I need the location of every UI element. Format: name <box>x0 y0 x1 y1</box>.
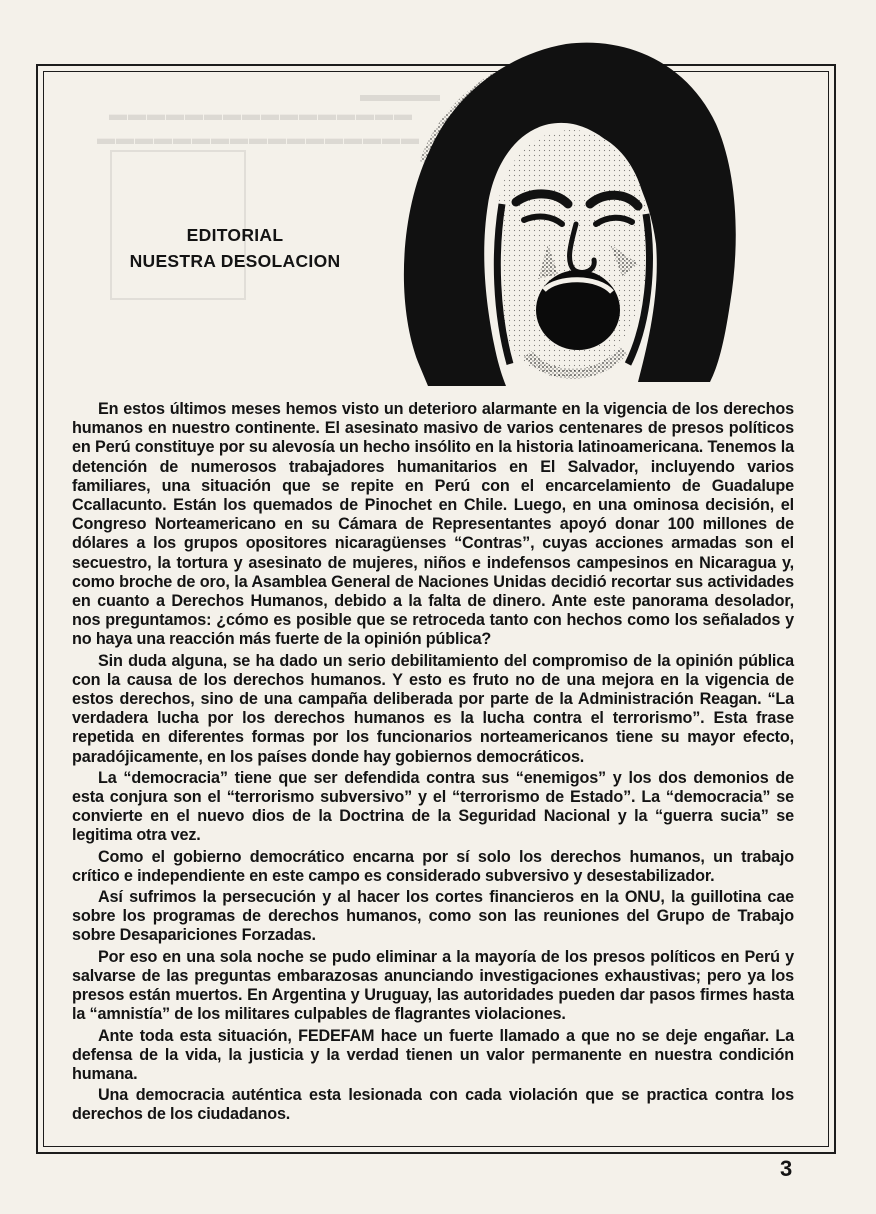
body-paragraph: En estos últimos meses hemos visto un deterioro alarmante en la vigencia de los derechos humanos en nuestro continente. El asesinato masivo de varios centenares de presos políticos en Perú constituye por su alevosía un hecho insólito en la historia latinoamericana. Tenemos la detención de numerosos trabajadores humanitarios en El Salvador, incluyendo varios familiares, una situación que se repite en Perú con el encarcelamiento de Guadalupe Ccallacunto. Están los quemados de Pinochet en Chile. Luego, en una ominosa decisión, el Congreso Norteamericano en su Cámara de Representantes apoyó donar 100 millones de dólares a los grupos opositores nicaragüenses “Contras”, cuyas acciones armadas son el secuestro, la tortura y asesinato de mujeres, niños e indefensos campesinos en Nicaragua y, como broche de oro, la Asamblea General de Naciones Unidas decidió recortar sus actividades en cuanto a Derechos Humanos, debido a la falta de dinero. Ante este panorama desolador, nos preguntamos: ¿cómo es posible que se retroceda tanto con hechos como los señalados y no haya una reacción más fuerte de la opinión pública? <box>72 400 794 649</box>
body-paragraph: Sin duda alguna, se ha dado un serio debilitamiento del compromiso de la opinión pública con la causa de los derechos humanos. Y esto es fruto no de una mejora en la vigencia de estos derechos, sino de una campaña deliberada por parte de la Administración Reagan. “La verdadera lucha por los derechos humanos es la lucha contra el terrorismo”. Esta frase repetida en diferentes formas por los funcionarios norteamericanos tiene su mayor efecto, paradójicamente, en los países donde hay gobiernos democráticos. <box>72 651 794 766</box>
body-paragraph: Ante toda esta situación, FEDEFAM hace un fuerte llamado a que no se deje engañar. La defensa de la vida, la justicia y la verdad tienen un valor permanente en nuestra condición humana. <box>72 1026 794 1083</box>
body-paragraph: Así sufrimos la persecución y al hacer los cortes financieros en la ONU, la guillotina cae sobre los programas de derechos humanos, como son las reuniones del Grupo de Trabajo sobre Desapariciones Forzadas. <box>72 888 794 945</box>
body-paragraph: Como el gobierno democrático encarna por sí solo los derechos humanos, un trabajo crítico e independiente en este campo es considerado subversivo y desestabilizador. <box>72 847 794 885</box>
screaming-face-illustration <box>398 14 744 386</box>
editorial-heading <box>100 222 370 274</box>
editorial-title: NUESTRA DESOLACION <box>129 251 341 271</box>
editorial-label: EDITORIAL <box>186 225 284 245</box>
body-paragraph: Por eso en una sola noche se pudo eliminar a la mayoría de los presos políticos en Perú y salvarse de las preguntas embarazosas anunciando investigaciones exhaustivas; pero ya los presos están muertos. En Argentina y Uruguay, las autoridades pueden dar pasos firmes hasta la “amnistía” de los militares culpables de flagrantes violaciones. <box>72 947 794 1024</box>
body-paragraph: La “democracia” tiene que ser defendida contra sus “enemigos” y los dos demonios de esta conjura son el “terrorismo subversivo” y el “terrorismo de Estado”. La “democracia” se convierte en el nuevo dios de la Doctrina de la Seguridad Nacional y la “guerra sucia” se legitima otra vez. <box>72 768 794 845</box>
editorial-body <box>72 400 794 1127</box>
show-through-text: ▬▬▬▬▬▬▬▬▬▬▬▬▬▬▬▬▬ <box>96 128 419 148</box>
body-paragraph: Una democracia auténtica esta lesionada con cada violación que se practica contra los derechos de los ciudadanos. <box>72 1086 794 1124</box>
show-through-text: ▬▬▬▬▬▬▬▬▬▬▬▬▬▬▬▬ <box>108 104 412 124</box>
show-through-text: ▬▬▬▬ <box>360 84 440 106</box>
page-number: 3 <box>780 1156 793 1181</box>
